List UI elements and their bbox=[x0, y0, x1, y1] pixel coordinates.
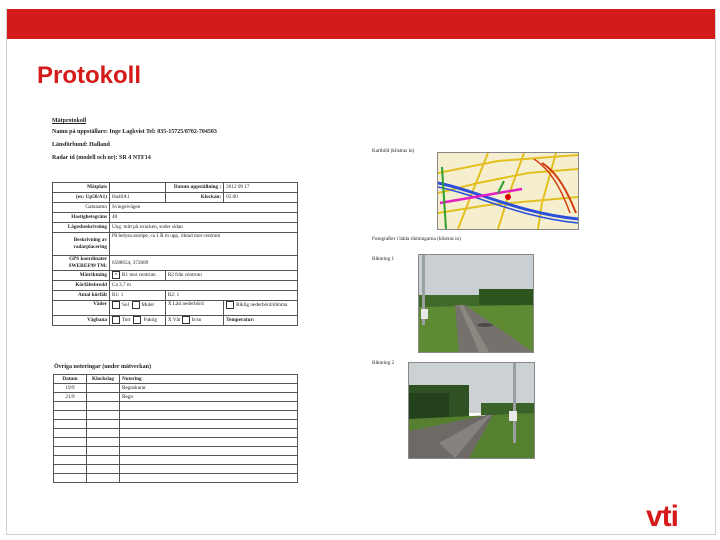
road-photo-2 bbox=[409, 363, 534, 458]
notes-cell bbox=[87, 474, 120, 483]
notes-cell bbox=[54, 420, 87, 429]
vagbana-opt3: X Våt bbox=[167, 317, 181, 324]
table-row bbox=[54, 402, 298, 411]
map-label: Kartbild (klistras in) bbox=[372, 148, 415, 154]
notes-header-notering: Notering bbox=[120, 375, 298, 384]
notes-cell bbox=[54, 465, 87, 474]
photo2-label: Riktning 2 bbox=[372, 360, 395, 366]
notes-cell bbox=[54, 447, 87, 456]
riktning-opt1-cell bbox=[110, 271, 166, 281]
lage-label: Lägesbeskrivning bbox=[53, 223, 110, 233]
table-row bbox=[54, 429, 298, 438]
notes-cell: Regn bbox=[120, 393, 298, 402]
notes-cell bbox=[120, 447, 298, 456]
notes-cell: 19/9 bbox=[54, 384, 87, 393]
vader-label: Väder bbox=[53, 301, 110, 316]
time-label: Klockan: bbox=[165, 193, 223, 203]
radar-line: Radar id (modell och nr): SR 4 NTF14 bbox=[52, 155, 151, 161]
vader-opt4: Riklig nederbörd/dimma bbox=[236, 302, 288, 309]
map-drawing bbox=[438, 153, 578, 229]
antal-label: Antal körfält bbox=[53, 291, 110, 301]
vagbana-checkbox-fuktig[interactable] bbox=[133, 316, 141, 324]
notes-cell bbox=[87, 438, 120, 447]
vagbana-label: Vägbana bbox=[53, 316, 110, 326]
time-value: 05.00 bbox=[224, 193, 298, 203]
table-row bbox=[54, 393, 298, 402]
gatunamn-label: Gatunamn bbox=[53, 203, 110, 213]
riktning-label: Mätriktning bbox=[53, 271, 110, 281]
notes-cell bbox=[120, 402, 298, 411]
notes-cell bbox=[54, 474, 87, 483]
protocol-form-table bbox=[52, 182, 298, 326]
notes-cell bbox=[54, 429, 87, 438]
vagbana-checkbox-torr[interactable] bbox=[112, 316, 120, 324]
notes-cell bbox=[87, 384, 120, 393]
photo-direction-2 bbox=[408, 362, 535, 459]
table-row bbox=[54, 411, 298, 420]
vader-cell-4 bbox=[224, 301, 298, 316]
notes-cell bbox=[54, 402, 87, 411]
hastighet-value: 40 bbox=[110, 213, 298, 223]
riktning-checkbox-1[interactable]: × bbox=[112, 271, 120, 279]
table-row bbox=[54, 420, 298, 429]
gps-label: GPS koordinater SWEREF99 TM: bbox=[53, 256, 110, 271]
antal-r1: R1: 1 bbox=[110, 291, 166, 301]
notes-cell bbox=[54, 456, 87, 465]
notes-header-datum: Datum bbox=[54, 375, 87, 384]
antal-r2: R2: 1 bbox=[165, 291, 297, 301]
notes-table bbox=[53, 374, 298, 483]
notes-cell bbox=[87, 420, 120, 429]
korfalt-value: Ca 3,7 m bbox=[110, 281, 298, 291]
protocol-heading: Mätprotokoll bbox=[52, 118, 87, 124]
gatunamn-value: Svingelvägen bbox=[110, 203, 298, 213]
notes-cell bbox=[87, 393, 120, 402]
vti-logo: vti bbox=[646, 500, 679, 533]
beskr-value: På belysn.sstolpe, ca 1 R m upp, riktad mot centrum bbox=[110, 233, 298, 256]
notes-cell bbox=[87, 411, 120, 420]
vagbana-opt1: Torr bbox=[122, 317, 131, 324]
matplats-empty bbox=[110, 183, 166, 193]
vagbana-cell-3 bbox=[165, 316, 223, 326]
notes-cell bbox=[54, 411, 87, 420]
table-row bbox=[54, 474, 298, 483]
notes-cell bbox=[120, 420, 298, 429]
hastighet-label: Hastighetsgräns bbox=[53, 213, 110, 223]
date-value: 2012 09 17 bbox=[224, 183, 298, 193]
matplats-label: Mätplats bbox=[53, 183, 110, 193]
notes-cell bbox=[87, 402, 120, 411]
table-row bbox=[54, 384, 298, 393]
notes-header-klockslag: Klockslag bbox=[87, 375, 120, 384]
slide-title: Protokoll bbox=[37, 62, 142, 89]
photos-label: Fotografier i båda riktningarna (klistras in) bbox=[372, 236, 461, 242]
table-row bbox=[54, 447, 298, 456]
lage-value: Ung. mitt på stracken, soder sidan bbox=[110, 223, 298, 233]
vader-checkbox-mulet[interactable] bbox=[132, 301, 140, 309]
korfalt-label: Körfältsbredd bbox=[53, 281, 110, 291]
notes-cell bbox=[54, 438, 87, 447]
county-line: Länsförbund: Halland bbox=[52, 142, 110, 148]
gps-value: 6588654, 372689 bbox=[110, 256, 298, 271]
photo-direction-1 bbox=[418, 254, 534, 353]
photo1-label: Riktning 1 bbox=[372, 256, 395, 262]
notes-heading: Övriga noteringar (under mätveckan) bbox=[54, 364, 151, 370]
vader-opt3: X Lätt nederbörd bbox=[165, 301, 223, 316]
table-row bbox=[54, 438, 298, 447]
notes-cell bbox=[87, 429, 120, 438]
vader-opt2: Mulet bbox=[141, 302, 154, 309]
vagbana-checkbox-is[interactable] bbox=[182, 316, 190, 324]
notes-cell bbox=[120, 465, 298, 474]
notes-cell: 21/9 bbox=[54, 393, 87, 402]
road-photo-1 bbox=[419, 255, 533, 352]
notes-cell bbox=[120, 438, 298, 447]
beskr-label: Beskrivning av radarplacering bbox=[53, 233, 110, 256]
contact-line: Namn på uppställare: Inge Lagkvist Tel: 035-15725/0702-704503 bbox=[52, 129, 217, 135]
notes-cell bbox=[120, 429, 298, 438]
riktning-opt2: R2 från centrum bbox=[165, 271, 297, 281]
notes-cell bbox=[87, 447, 120, 456]
protocol-document bbox=[52, 116, 300, 164]
notes-cell bbox=[120, 474, 298, 483]
vagbana-opt2: Fuktig bbox=[143, 317, 158, 324]
vagbana-cell-1 bbox=[110, 316, 166, 326]
notes-cell bbox=[120, 456, 298, 465]
table-row bbox=[54, 465, 298, 474]
vader-opt1: Sol bbox=[122, 302, 129, 309]
date-label: Datum uppställning : bbox=[165, 183, 223, 193]
notes-cell: Regnskurar bbox=[120, 384, 298, 393]
matplats-sub: (ex: Up50/A1) bbox=[53, 193, 110, 203]
vader-checkbox-sol[interactable] bbox=[112, 301, 120, 309]
vagbana-opt4: Is/sn bbox=[191, 317, 202, 324]
notes-cell bbox=[87, 465, 120, 474]
vader-checkbox-riklig[interactable] bbox=[226, 301, 234, 309]
top-margin bbox=[0, 0, 720, 9]
riktning-opt1: R1 mot centrum bbox=[122, 272, 156, 279]
vader-cell-1 bbox=[110, 301, 166, 316]
notes-cell bbox=[87, 456, 120, 465]
matplats-value: Ha40A1 bbox=[110, 193, 166, 203]
temp-label: Temperatur: bbox=[224, 316, 298, 326]
table-row bbox=[54, 456, 298, 465]
notes-cell bbox=[120, 411, 298, 420]
map-image bbox=[437, 152, 579, 230]
